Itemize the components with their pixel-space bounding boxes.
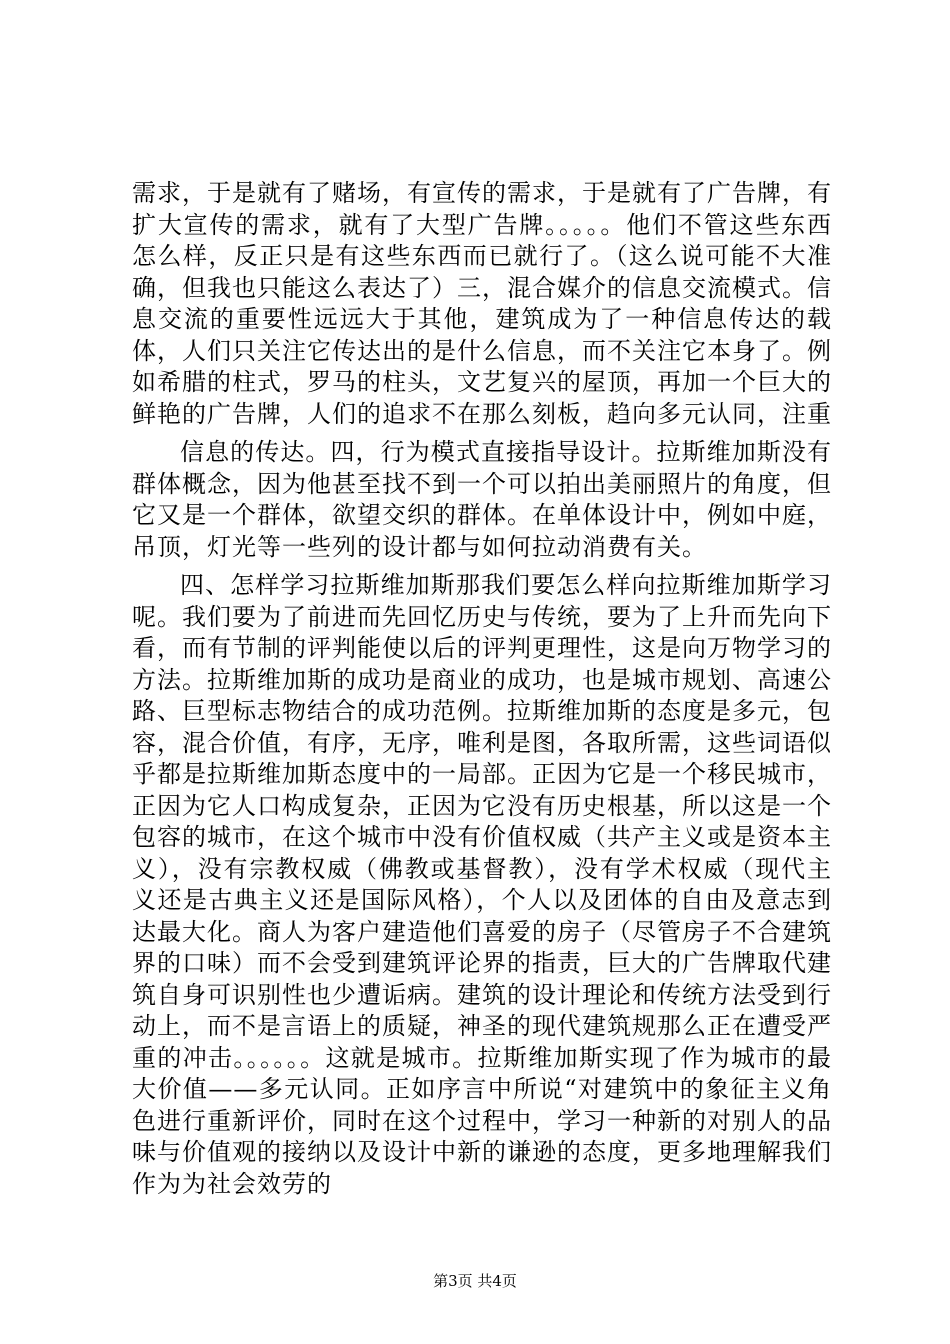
paragraph-2: 信息的传达。四，行为模式直接指导设计。拉斯维加斯没有群体概念，因为他甚至找不到一个可以拍出美丽照片的角度，但它又是一个群体，欲望交织的群体。在单体设计中，例如中庭，吊顶，灯光等一些列的设计都与如何拉动消费有关。 — [132, 438, 832, 561]
page-footer: 第3页 共4页 — [433, 1272, 517, 1290]
document-body — [132, 178, 832, 1200]
paragraph-1: 需求，于是就有了赌场，有宣传的需求，于是就有了广告牌，有扩大宣传的需求，就有了大型广告牌。。。。。他们不管这些东西怎么样，反正只是有这些东西而已就行了。（这么说可能不大准确，但我也只能这么表达了）三，混合媒介的信息交流模式。信息交流的重要性远远大于其他，建筑成为了一种信息传达的载体，人们只关注它传达出的是什么信息，而不关注它本身了。例如希腊的柱式，罗马的柱头，文艺复兴的屋顶，再加一个巨大的鲜艳的广告牌，人们的追求不在那么刻板，趋向多元认同，注重 — [132, 179, 832, 428]
paragraph-3: 四、怎样学习拉斯维加斯那我们要怎么样向拉斯维加斯学习呢。我们要为了前进而先回忆历史与传统，要为了上升而先向下看，而有节制的评判能使以后的评判更理性，这是向万物学习的方法。拉斯维加斯的成功是商业的成功，也是城市规划、高速公路、巨型标志物结合的成功范例。拉斯维加斯的态度是多元，包容，混合价值，有序，无序，唯利是图，各取所需，这些词语似乎都是拉斯维加斯态度中的一局部。正因为它是一个移民城市，正因为它人口构成复杂，正因为它没有历史根基，所以这是一个包容的城市，在这个城市中没有价值权威（共产主义或是资本主义），没有宗教权威（佛教或基督教），没有学术权威（现代主义还是古典主义还是国际风格），个人以及团体的自由及意志到达最大化。商人为客户建造他们喜爱的房子（尽管房子不合建筑界的口味）而不会受到建筑评论界的指责，巨大的广告牌取代建筑自身可识别性也少遭诟病。建筑的设计理论和传统方法受到行动上，而不是言语上的质疑，神圣的现代建筑规那么正在遭受严重的冲击。。。。。。这就是城市。拉斯维加斯实现了作为城市的最大价值——多元认同。正如序言中所说“对建筑中的象征主义角色进行重新评价，同时在这个过程中，学习一种新的对别人的品味与价值观的接纳以及设计中新的谦逊的态度，更多地理解我们作为为社会效劳的 — [132, 571, 832, 1198]
